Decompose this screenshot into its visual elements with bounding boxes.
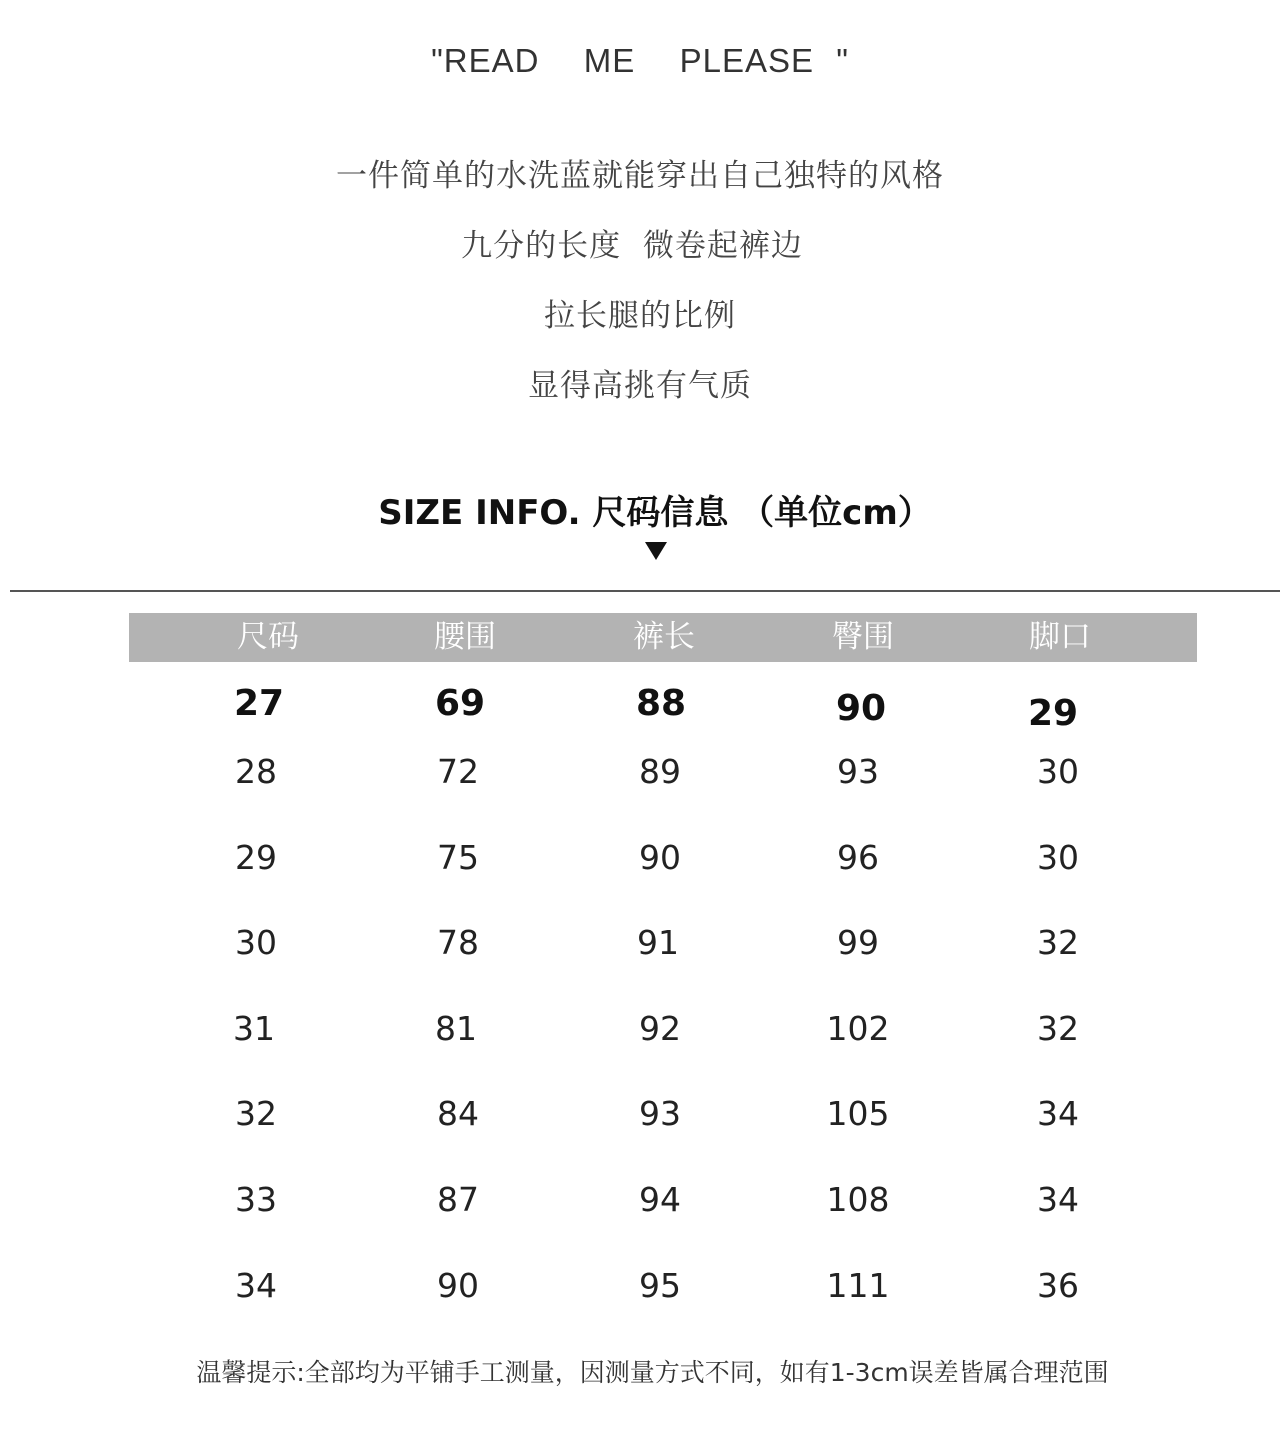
cell-length: 93 bbox=[639, 1094, 681, 1133]
cell-hip: 96 bbox=[837, 838, 879, 877]
cell-hem: 36 bbox=[1037, 1266, 1079, 1305]
table-row bbox=[0, 1180, 1280, 1240]
cell-size: 28 bbox=[235, 752, 277, 791]
header-hem: 脚口 bbox=[1029, 619, 1091, 655]
cell-length: 90 bbox=[639, 838, 681, 877]
intro-line: 拉长腿的比例 bbox=[544, 298, 736, 334]
cell-size: 33 bbox=[235, 1180, 277, 1219]
intro-line: 九分的长度 微卷起裤边 bbox=[461, 228, 803, 264]
cell-hem: 32 bbox=[1037, 1009, 1079, 1048]
cell-length: 89 bbox=[639, 752, 681, 791]
cell-hip: 93 bbox=[837, 752, 879, 791]
table-row bbox=[0, 1266, 1280, 1326]
intro-line: 一件简单的水洗蓝就能穿出自己独特的风格 bbox=[336, 158, 944, 194]
cell-waist: 81 bbox=[435, 1009, 477, 1048]
down-triangle-icon bbox=[643, 540, 669, 562]
cell-size: 32 bbox=[235, 1094, 277, 1133]
read-me-heading: "READ ME PLEASE " bbox=[431, 42, 849, 79]
header-size: 尺码 bbox=[237, 619, 299, 655]
table-row bbox=[0, 683, 1280, 743]
cell-length: 91 bbox=[637, 923, 679, 962]
cell-hip: 105 bbox=[826, 1094, 890, 1133]
cell-length: 88 bbox=[635, 683, 687, 724]
cell-size: 27 bbox=[233, 683, 285, 724]
table-row bbox=[0, 752, 1280, 812]
table-row bbox=[0, 1009, 1280, 1069]
table-row bbox=[0, 1094, 1280, 1154]
header-length: 裤长 bbox=[633, 619, 695, 655]
cell-hip: 102 bbox=[826, 1009, 890, 1048]
footnote: 温馨提示:全部均为平铺手工测量，因测量方式不同，如有1-3cm误差皆属合理范围 bbox=[196, 1358, 1109, 1387]
cell-length: 94 bbox=[639, 1180, 681, 1219]
cell-waist: 69 bbox=[434, 683, 486, 724]
cell-hem: 30 bbox=[1037, 838, 1079, 877]
table-row bbox=[0, 838, 1280, 898]
cell-waist: 75 bbox=[437, 838, 479, 877]
cell-waist: 87 bbox=[437, 1180, 479, 1219]
cell-hem: 34 bbox=[1037, 1094, 1079, 1133]
cell-hip: 90 bbox=[835, 688, 887, 729]
cell-size: 31 bbox=[233, 1009, 275, 1048]
cell-size: 34 bbox=[235, 1266, 277, 1305]
intro-line: 显得高挑有气质 bbox=[528, 368, 752, 404]
divider bbox=[10, 590, 1280, 592]
cell-size: 30 bbox=[235, 923, 277, 962]
cell-size: 29 bbox=[235, 838, 277, 877]
cell-hem: 32 bbox=[1037, 923, 1079, 962]
cell-hip: 99 bbox=[837, 923, 879, 962]
cell-waist: 72 bbox=[437, 752, 479, 791]
cell-waist: 84 bbox=[437, 1094, 479, 1133]
header-waist: 腰围 bbox=[434, 619, 496, 655]
table-row bbox=[0, 923, 1280, 983]
cell-waist: 90 bbox=[437, 1266, 479, 1305]
size-info-title: SIZE INFO. 尺码信息 （单位cm） bbox=[378, 493, 932, 533]
cell-hip: 111 bbox=[826, 1266, 890, 1305]
cell-length: 92 bbox=[639, 1009, 681, 1048]
cell-hem: 29 bbox=[1027, 693, 1079, 734]
table-header bbox=[129, 613, 1197, 662]
cell-hem: 30 bbox=[1037, 752, 1079, 791]
cell-hem: 34 bbox=[1037, 1180, 1079, 1219]
cell-waist: 78 bbox=[437, 923, 479, 962]
cell-hip: 108 bbox=[826, 1180, 890, 1219]
cell-length: 95 bbox=[639, 1266, 681, 1305]
header-hip: 臀围 bbox=[832, 619, 894, 655]
